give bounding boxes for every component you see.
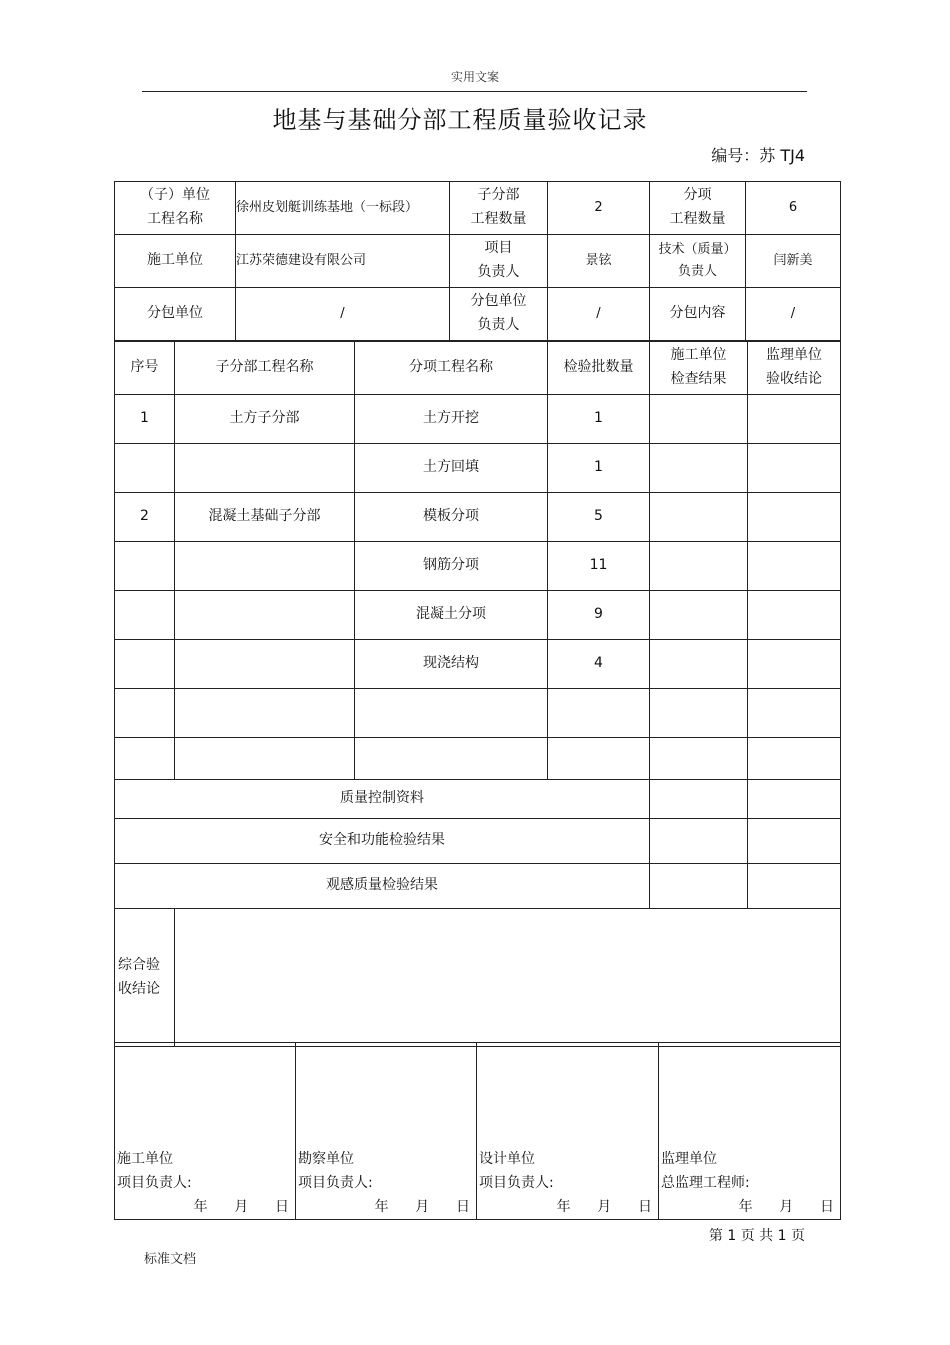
safety-supervisor-result [748, 819, 841, 864]
row-item-name: 钢筋分项 [355, 542, 548, 591]
row-builder-result [650, 738, 748, 780]
row-item-name: 土方回填 [355, 444, 548, 493]
signature-unit: 勘察单位 [298, 1151, 354, 1167]
row-item-name: 混凝土分项 [355, 591, 548, 640]
row-no [115, 444, 175, 493]
row-no [115, 640, 175, 689]
row-count [548, 738, 650, 780]
signature-supervisor [659, 1043, 841, 1220]
signature-date: 年 月 日 [193, 1199, 289, 1215]
signature-date: 年 月 日 [738, 1199, 834, 1215]
row-sub-name [175, 542, 355, 591]
table-row [115, 542, 841, 591]
header-sub-name: 子分部工程名称 [175, 342, 355, 395]
row-builder-result [650, 640, 748, 689]
row-count: 1 [548, 395, 650, 444]
signature-unit: 施工单位 [117, 1151, 173, 1167]
row-count: 9 [548, 591, 650, 640]
signature-person: 项目负责人: [479, 1175, 554, 1191]
safety-builder-result [650, 819, 748, 864]
row-supervisor-result [748, 689, 841, 738]
row-count: 4 [548, 640, 650, 689]
signature-date: 年 月 日 [556, 1199, 652, 1215]
row-sub-name: 混凝土基础子分部 [175, 493, 355, 542]
quality-docs-builder-result [650, 780, 748, 819]
row-builder-result [650, 493, 748, 542]
row-builder-result [650, 542, 748, 591]
row-sub-name [175, 444, 355, 493]
conclusion-label: 综合验 收结论 [115, 909, 175, 1047]
row-sub-name: 土方子分部 [175, 395, 355, 444]
document-code: 编号：苏 TJ4 [711, 146, 805, 165]
row-no: 1 [115, 395, 175, 444]
table-row [115, 640, 841, 689]
row-no: 2 [115, 493, 175, 542]
header-batch-count: 检验批数量 [548, 342, 650, 395]
conclusion-content [175, 909, 841, 1047]
row-count: 11 [548, 542, 650, 591]
signature-person: 项目负责人: [117, 1175, 192, 1191]
row-supervisor-result [748, 591, 841, 640]
row-count [548, 689, 650, 738]
row-no [115, 542, 175, 591]
unit-name-value: 徐州皮划艇训练基地（一标段） [236, 182, 450, 235]
sub-count-value: 2 [548, 182, 650, 235]
row-sub-name [175, 640, 355, 689]
subcontract-content-label: 分包内容 [650, 288, 746, 341]
row-supervisor-result [748, 493, 841, 542]
header-builder-result: 施工单位 检查结果 [650, 342, 748, 395]
row-no [115, 738, 175, 780]
header-supervisor-result: 监理单位 验收结论 [748, 342, 841, 395]
tech-label: 技术（质量） 负责人 [650, 235, 746, 288]
signature-design [477, 1043, 659, 1220]
header-item-name: 分项工程名称 [355, 342, 548, 395]
sub-count-label: 子分部 工程数量 [450, 182, 548, 235]
subcontract-content-value: / [746, 288, 841, 341]
signature-table [114, 1042, 841, 1220]
row-builder-result [650, 395, 748, 444]
table-row [115, 738, 841, 780]
row-supervisor-result [748, 542, 841, 591]
table-row [115, 444, 841, 493]
items-table [114, 341, 841, 1047]
row-sub-name [175, 689, 355, 738]
row-supervisor-result [748, 640, 841, 689]
signature-person: 总监理工程师: [661, 1175, 750, 1191]
appearance-results-label: 观感质量检验结果 [115, 864, 650, 909]
row-supervisor-result [748, 738, 841, 780]
header-divider [142, 91, 807, 92]
row-supervisor-result [748, 395, 841, 444]
row-no [115, 591, 175, 640]
footer-label: 标准文档 [144, 1252, 197, 1267]
signature-person: 项目负责人: [298, 1175, 373, 1191]
builder-label: 施工单位 [115, 235, 236, 288]
quality-docs-label: 质量控制资料 [115, 780, 650, 819]
appearance-supervisor-result [748, 864, 841, 909]
pm-value: 景铉 [548, 235, 650, 288]
row-no [115, 689, 175, 738]
row-count: 1 [548, 444, 650, 493]
subcontract-value: / [236, 288, 450, 341]
signature-date: 年 月 日 [374, 1199, 470, 1215]
page-number: 第 1 页 共 1 页 [708, 1228, 805, 1244]
signature-unit: 监理单位 [661, 1151, 717, 1167]
page-title: 地基与基础分部工程质量验收记录 [272, 106, 648, 134]
appearance-builder-result [650, 864, 748, 909]
row-item-name: 模板分项 [355, 493, 548, 542]
row-builder-result [650, 444, 748, 493]
row-item-name: 土方开挖 [355, 395, 548, 444]
table-row [115, 395, 841, 444]
subcontract-pm-label: 分包单位 负责人 [450, 288, 548, 341]
table-row [115, 689, 841, 738]
row-builder-result [650, 591, 748, 640]
header-top-text: 实用文案 [450, 70, 499, 84]
signature-survey [296, 1043, 477, 1220]
unit-name-label: （子）单位 工程名称 [115, 182, 236, 235]
item-count-label: 分项 工程数量 [650, 182, 746, 235]
tech-value: 闫新美 [746, 235, 841, 288]
item-count-value: 6 [746, 182, 841, 235]
row-builder-result [650, 689, 748, 738]
safety-results-label: 安全和功能检验结果 [115, 819, 650, 864]
row-sub-name [175, 591, 355, 640]
project-info-table [114, 181, 841, 341]
row-count: 5 [548, 493, 650, 542]
quality-docs-supervisor-result [748, 780, 841, 819]
pm-label: 项目 负责人 [450, 235, 548, 288]
signature-unit: 设计单位 [479, 1151, 535, 1167]
subcontract-label: 分包单位 [115, 288, 236, 341]
table-row [115, 591, 841, 640]
row-item-name [355, 689, 548, 738]
row-sub-name [175, 738, 355, 780]
row-supervisor-result [748, 444, 841, 493]
row-item-name [355, 738, 548, 780]
table-row [115, 493, 841, 542]
row-item-name: 现浇结构 [355, 640, 548, 689]
header-no: 序号 [115, 342, 175, 395]
signature-builder [115, 1043, 296, 1220]
builder-value: 江苏荣德建设有限公司 [236, 235, 450, 288]
subcontract-pm-value: / [548, 288, 650, 341]
